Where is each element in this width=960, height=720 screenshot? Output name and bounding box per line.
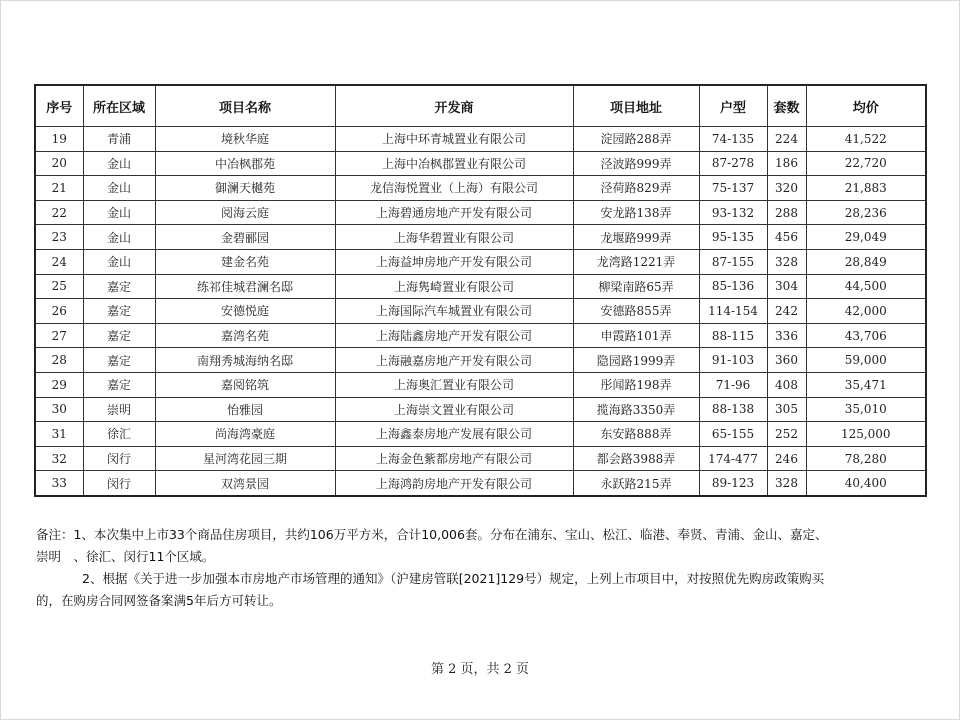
cell-developer: 上海崇文置业有限公司 — [335, 397, 573, 422]
cell-district: 嘉定 — [83, 274, 155, 299]
cell-seq: 22 — [35, 200, 83, 225]
cell-unit-count: 408 — [767, 372, 806, 397]
cell-unit-count: 288 — [767, 200, 806, 225]
cell-project-name: 南翔秀城海纳名邸 — [155, 348, 335, 373]
cell-avg-price: 40,400 — [806, 471, 926, 496]
cell-unit-count: 360 — [767, 348, 806, 373]
table-row — [35, 372, 926, 397]
cell-seq: 21 — [35, 176, 83, 201]
table-row — [35, 299, 926, 324]
cell-unit-count: 336 — [767, 323, 806, 348]
cell-seq: 23 — [35, 225, 83, 250]
cell-unit-count: 304 — [767, 274, 806, 299]
cell-address: 都会路3988弄 — [573, 446, 699, 471]
table-row — [35, 127, 926, 152]
cell-developer: 上海陆鑫房地产开发有限公司 — [335, 323, 573, 348]
cell-seq: 30 — [35, 397, 83, 422]
cell-address: 泾波路999弄 — [573, 151, 699, 176]
cell-developer: 上海中冶枫郡置业有限公司 — [335, 151, 573, 176]
cell-seq: 28 — [35, 348, 83, 373]
cell-district: 闵行 — [83, 446, 155, 471]
header-avg-price: 均价 — [806, 85, 926, 127]
cell-developer: 上海融嘉房地产开发有限公司 — [335, 348, 573, 373]
cell-developer: 上海中环青城置业有限公司 — [335, 127, 573, 152]
cell-avg-price: 28,236 — [806, 200, 926, 225]
cell-address: 龙湾路1221弄 — [573, 249, 699, 274]
cell-district: 嘉定 — [83, 323, 155, 348]
cell-address: 安德路855弄 — [573, 299, 699, 324]
cell-avg-price: 42,000 — [806, 299, 926, 324]
cell-project-name: 练祁佳城君澜名邸 — [155, 274, 335, 299]
cell-avg-price: 21,883 — [806, 176, 926, 201]
cell-avg-price: 125,000 — [806, 422, 926, 447]
cell-avg-price: 78,280 — [806, 446, 926, 471]
cell-project-name: 建金名苑 — [155, 249, 335, 274]
cell-unit-type: 75-137 — [699, 176, 767, 201]
cell-avg-price: 29,049 — [806, 225, 926, 250]
cell-address: 彤闻路198弄 — [573, 372, 699, 397]
cell-unit-type: 65-155 — [699, 422, 767, 447]
cell-address: 永跃路215弄 — [573, 471, 699, 496]
cell-district: 嘉定 — [83, 372, 155, 397]
cell-district: 金山 — [83, 200, 155, 225]
table-header-row — [35, 85, 926, 127]
cell-developer: 上海碧通房地产开发有限公司 — [335, 200, 573, 225]
cell-district: 金山 — [83, 249, 155, 274]
cell-avg-price: 44,500 — [806, 274, 926, 299]
cell-district: 嘉定 — [83, 348, 155, 373]
cell-avg-price: 43,706 — [806, 323, 926, 348]
cell-district: 金山 — [83, 225, 155, 250]
cell-unit-type: 85-136 — [699, 274, 767, 299]
remark-line-2: 崇明 、徐汇、闵行11个区域。 — [36, 549, 215, 564]
cell-seq: 19 — [35, 127, 83, 152]
cell-district: 青浦 — [83, 127, 155, 152]
cell-unit-count: 328 — [767, 249, 806, 274]
table-row — [35, 397, 926, 422]
table-row — [35, 225, 926, 250]
table-row — [35, 176, 926, 201]
cell-unit-count: 252 — [767, 422, 806, 447]
cell-seq: 27 — [35, 323, 83, 348]
cell-developer: 上海金色紫都房地产有限公司 — [335, 446, 573, 471]
cell-project-name: 嘉阅铭筑 — [155, 372, 335, 397]
table-row — [35, 249, 926, 274]
header-unit-count: 套数 — [767, 85, 806, 127]
cell-avg-price: 59,000 — [806, 348, 926, 373]
housing-project-table — [34, 84, 927, 497]
cell-avg-price: 28,849 — [806, 249, 926, 274]
cell-address: 申霞路101弄 — [573, 323, 699, 348]
cell-unit-type: 88-138 — [699, 397, 767, 422]
cell-developer: 上海国际汽车城置业有限公司 — [335, 299, 573, 324]
table-row — [35, 200, 926, 225]
cell-unit-count: 320 — [767, 176, 806, 201]
remark-line-4: 的，在购房合同网签备案满5年后方可转让。 — [36, 593, 282, 608]
cell-unit-count: 242 — [767, 299, 806, 324]
remarks-section — [36, 524, 916, 612]
cell-project-name: 中冶枫郡苑 — [155, 151, 335, 176]
cell-unit-type: 93-132 — [699, 200, 767, 225]
cell-unit-count: 305 — [767, 397, 806, 422]
cell-district: 徐汇 — [83, 422, 155, 447]
table-row — [35, 446, 926, 471]
remark-line-1: 备注：1、本次集中上市33个商品住房项目，共约106万平方米，合计10,006套。分布在浦东、宝山、松江、临港、奉贤、青浦、金山、嘉定、 — [36, 527, 828, 542]
cell-unit-count: 246 — [767, 446, 806, 471]
cell-seq: 33 — [35, 471, 83, 496]
cell-developer: 上海隽崎置业有限公司 — [335, 274, 573, 299]
cell-project-name: 尚海湾豪庭 — [155, 422, 335, 447]
cell-district: 崇明 — [83, 397, 155, 422]
cell-address: 东安路888弄 — [573, 422, 699, 447]
cell-project-name: 嘉湾名苑 — [155, 323, 335, 348]
cell-unit-count: 328 — [767, 471, 806, 496]
cell-seq: 29 — [35, 372, 83, 397]
cell-unit-count: 186 — [767, 151, 806, 176]
cell-seq: 24 — [35, 249, 83, 274]
cell-developer: 上海益坤房地产开发有限公司 — [335, 249, 573, 274]
cell-avg-price: 35,010 — [806, 397, 926, 422]
cell-project-name: 双湾景园 — [155, 471, 335, 496]
cell-unit-type: 71-96 — [699, 372, 767, 397]
header-seq: 序号 — [35, 85, 83, 127]
cell-seq: 20 — [35, 151, 83, 176]
cell-project-name: 怡雅园 — [155, 397, 335, 422]
cell-avg-price: 35,471 — [806, 372, 926, 397]
cell-district: 嘉定 — [83, 299, 155, 324]
cell-developer: 上海华碧置业有限公司 — [335, 225, 573, 250]
cell-address: 柳梁南路65弄 — [573, 274, 699, 299]
cell-developer: 上海鸿韵房地产开发有限公司 — [335, 471, 573, 496]
table-row — [35, 274, 926, 299]
cell-project-name: 安德悦庭 — [155, 299, 335, 324]
header-project-name: 项目名称 — [155, 85, 335, 127]
cell-address: 隐园路1999弄 — [573, 348, 699, 373]
table-row — [35, 471, 926, 496]
cell-developer: 龙信海悦置业（上海）有限公司 — [335, 176, 573, 201]
cell-developer: 上海奥汇置业有限公司 — [335, 372, 573, 397]
cell-unit-type: 95-135 — [699, 225, 767, 250]
cell-project-name: 境秋华庭 — [155, 127, 335, 152]
cell-project-name: 金碧郦园 — [155, 225, 335, 250]
table-row — [35, 348, 926, 373]
cell-district: 金山 — [83, 151, 155, 176]
header-developer: 开发商 — [335, 85, 573, 127]
cell-address: 揽海路3350弄 — [573, 397, 699, 422]
remark-line-3: 2、根据《关于进一步加强本市房地产市场管理的通知》（沪建房管联[2021]129号）规定，上列上市项目中，对按照优先购房政策购买 — [82, 571, 825, 586]
table-row — [35, 151, 926, 176]
table-row — [35, 323, 926, 348]
cell-unit-type: 114-154 — [699, 299, 767, 324]
header-unit-type: 户型 — [699, 85, 767, 127]
cell-avg-price: 41,522 — [806, 127, 926, 152]
cell-address: 淀园路288弄 — [573, 127, 699, 152]
cell-project-name: 御澜天樾苑 — [155, 176, 335, 201]
cell-avg-price: 22,720 — [806, 151, 926, 176]
cell-seq: 32 — [35, 446, 83, 471]
cell-project-name: 星河湾花园三期 — [155, 446, 335, 471]
cell-unit-type: 87-278 — [699, 151, 767, 176]
cell-unit-count: 456 — [767, 225, 806, 250]
cell-address: 安龙路138弄 — [573, 200, 699, 225]
header-address: 项目地址 — [573, 85, 699, 127]
table-row — [35, 422, 926, 447]
cell-unit-type: 89-123 — [699, 471, 767, 496]
page-number: 第 2 页，共 2 页 — [430, 662, 530, 677]
cell-unit-type: 91-103 — [699, 348, 767, 373]
header-district: 所在区域 — [83, 85, 155, 127]
cell-unit-type: 88-115 — [699, 323, 767, 348]
cell-district: 金山 — [83, 176, 155, 201]
cell-district: 闵行 — [83, 471, 155, 496]
cell-unit-type: 174-477 — [699, 446, 767, 471]
cell-unit-type: 74-135 — [699, 127, 767, 152]
cell-developer: 上海鑫泰房地产发展有限公司 — [335, 422, 573, 447]
cell-seq: 25 — [35, 274, 83, 299]
cell-seq: 31 — [35, 422, 83, 447]
cell-unit-type: 87-155 — [699, 249, 767, 274]
cell-address: 龙堰路999弄 — [573, 225, 699, 250]
cell-project-name: 阅海云庭 — [155, 200, 335, 225]
cell-unit-count: 224 — [767, 127, 806, 152]
cell-address: 泾荷路829弄 — [573, 176, 699, 201]
cell-seq: 26 — [35, 299, 83, 324]
